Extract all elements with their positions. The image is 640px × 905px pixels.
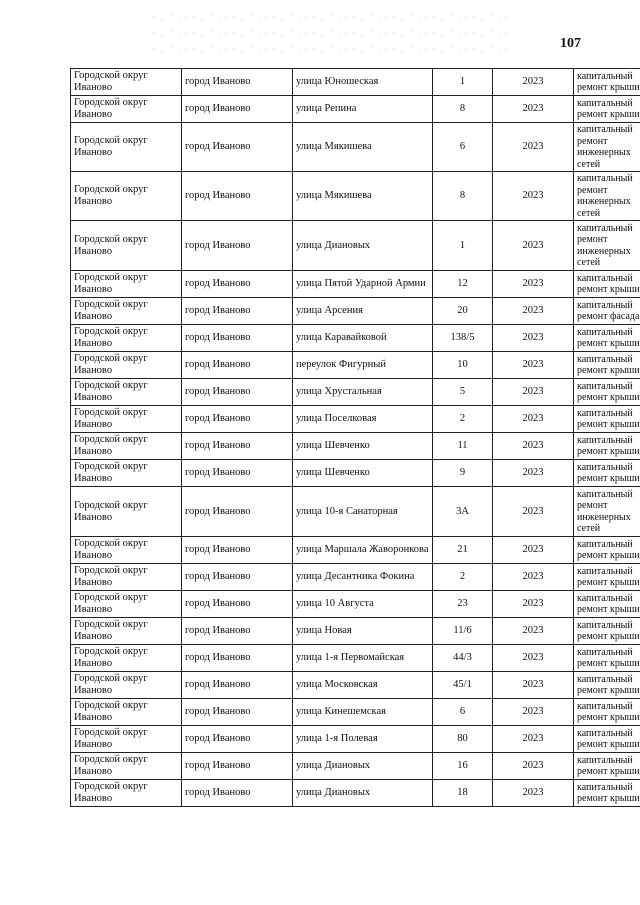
street-cell: улица Каравайковой <box>293 325 433 352</box>
street-cell: улица 10 Августа <box>293 591 433 618</box>
district-cell: Городской округ Иваново <box>71 271 182 298</box>
table-row <box>71 69 640 96</box>
year-cell: 2023 <box>493 96 574 123</box>
street-cell: улица Московская <box>293 672 433 699</box>
year-cell: 2023 <box>493 537 574 564</box>
house-number-cell: 10 <box>433 352 493 379</box>
page-number: 107 <box>560 36 581 51</box>
district-cell: Городской округ Иваново <box>71 379 182 406</box>
city-cell: город Иваново <box>182 298 293 325</box>
district-cell: Городской округ Иваново <box>71 460 182 487</box>
street-cell: улица Диановых <box>293 753 433 780</box>
district-cell: Городской округ Иваново <box>71 352 182 379</box>
city-cell: город Иваново <box>182 487 293 537</box>
table-row <box>71 352 640 379</box>
table-row <box>71 298 640 325</box>
table-row <box>71 406 640 433</box>
city-cell: город Иваново <box>182 753 293 780</box>
street-cell: улица 1-я Первомайская <box>293 645 433 672</box>
year-cell: 2023 <box>493 123 574 172</box>
district-cell: Городской округ Иваново <box>71 591 182 618</box>
table-row <box>71 96 640 123</box>
district-cell: Городской округ Иваново <box>71 645 182 672</box>
table-row <box>71 325 640 352</box>
work-type-cell: капитальный ремонт крыши <box>574 726 640 753</box>
district-cell: Городской округ Иваново <box>71 298 182 325</box>
city-cell: город Иваново <box>182 69 293 96</box>
city-cell: город Иваново <box>182 591 293 618</box>
street-cell: улица Юношеская <box>293 69 433 96</box>
work-type-cell: капитальный ремонт инженерных сетей <box>574 221 640 271</box>
district-cell: Городской округ Иваново <box>71 672 182 699</box>
year-cell: 2023 <box>493 379 574 406</box>
house-number-cell: 16 <box>433 753 493 780</box>
house-number-cell: 8 <box>433 172 493 221</box>
work-type-cell: капитальный ремонт крыши <box>574 537 640 564</box>
year-cell: 2023 <box>493 352 574 379</box>
district-cell: Городской округ Иваново <box>71 221 182 271</box>
house-number-cell: 2 <box>433 406 493 433</box>
work-type-cell: капитальный ремонт крыши <box>574 460 640 487</box>
table-row <box>71 591 640 618</box>
city-cell: город Иваново <box>182 352 293 379</box>
district-cell: Городской округ Иваново <box>71 123 182 172</box>
year-cell: 2023 <box>493 726 574 753</box>
table-row <box>71 537 640 564</box>
year-cell: 2023 <box>493 221 574 271</box>
work-type-cell: капитальный ремонт крыши <box>574 564 640 591</box>
district-cell: Городской округ Иваново <box>71 537 182 564</box>
year-cell: 2023 <box>493 753 574 780</box>
table-row <box>71 379 640 406</box>
house-number-cell: 23 <box>433 591 493 618</box>
street-cell: улица Репина <box>293 96 433 123</box>
table-row <box>71 753 640 780</box>
table-row <box>71 672 640 699</box>
work-type-cell: капитальный ремонт крыши <box>574 753 640 780</box>
table-row <box>71 221 640 271</box>
work-type-cell: капитальный ремонт крыши <box>574 96 640 123</box>
city-cell: город Иваново <box>182 780 293 807</box>
house-number-cell: 45/1 <box>433 672 493 699</box>
street-cell: улица Новая <box>293 618 433 645</box>
street-cell: улица Диановых <box>293 780 433 807</box>
street-cell: улица Кинешемская <box>293 699 433 726</box>
district-cell: Городской округ Иваново <box>71 618 182 645</box>
year-cell: 2023 <box>493 69 574 96</box>
city-cell: город Иваново <box>182 221 293 271</box>
city-cell: город Иваново <box>182 537 293 564</box>
table-row <box>71 123 640 172</box>
street-cell: улица Шевченко <box>293 433 433 460</box>
table-row <box>71 460 640 487</box>
year-cell: 2023 <box>493 699 574 726</box>
street-cell: улица Десантника Фокина <box>293 564 433 591</box>
district-cell: Городской округ Иваново <box>71 753 182 780</box>
district-cell: Городской округ Иваново <box>71 172 182 221</box>
street-cell: переулок Фигурный <box>293 352 433 379</box>
work-type-cell: капитальный ремонт крыши <box>574 69 640 96</box>
work-type-cell: капитальный ремонт крыши <box>574 433 640 460</box>
year-cell: 2023 <box>493 591 574 618</box>
street-cell: улица 1-я Полевая <box>293 726 433 753</box>
table-row <box>71 433 640 460</box>
year-cell: 2023 <box>493 271 574 298</box>
city-cell: город Иваново <box>182 96 293 123</box>
year-cell: 2023 <box>493 460 574 487</box>
house-number-cell: 138/5 <box>433 325 493 352</box>
work-type-cell: капитальный ремонт крыши <box>574 325 640 352</box>
district-cell: Городской округ Иваново <box>71 96 182 123</box>
work-type-cell: капитальный ремонт крыши <box>574 780 640 807</box>
city-cell: город Иваново <box>182 325 293 352</box>
city-cell: город Иваново <box>182 564 293 591</box>
house-number-cell: 6 <box>433 123 493 172</box>
district-cell: Городской округ Иваново <box>71 325 182 352</box>
work-type-cell: капитальный ремонт крыши <box>574 645 640 672</box>
year-cell: 2023 <box>493 433 574 460</box>
work-type-cell: капитальный ремонт крыши <box>574 618 640 645</box>
street-cell: улица 10-я Санаторная <box>293 487 433 537</box>
house-number-cell: 80 <box>433 726 493 753</box>
district-cell: Городской округ Иваново <box>71 69 182 96</box>
year-cell: 2023 <box>493 172 574 221</box>
district-cell: Городской округ Иваново <box>71 487 182 537</box>
city-cell: город Иваново <box>182 618 293 645</box>
house-number-cell: 11/6 <box>433 618 493 645</box>
district-cell: Городской округ Иваново <box>71 564 182 591</box>
city-cell: город Иваново <box>182 672 293 699</box>
table-row <box>71 780 640 807</box>
house-number-cell: 18 <box>433 780 493 807</box>
house-number-cell: 1 <box>433 221 493 271</box>
year-cell: 2023 <box>493 618 574 645</box>
house-number-cell: 11 <box>433 433 493 460</box>
work-type-cell: капитальный ремонт фасада <box>574 298 640 325</box>
city-cell: город Иваново <box>182 460 293 487</box>
city-cell: город Иваново <box>182 645 293 672</box>
year-cell: 2023 <box>493 564 574 591</box>
work-type-cell: капитальный ремонт крыши <box>574 352 640 379</box>
city-cell: город Иваново <box>182 172 293 221</box>
district-cell: Городской округ Иваново <box>71 406 182 433</box>
house-number-cell: 20 <box>433 298 493 325</box>
street-cell: улица Пятой Ударной Армии <box>293 271 433 298</box>
work-type-cell: капитальный ремонт крыши <box>574 672 640 699</box>
repair-schedule-table <box>70 68 640 807</box>
table-row <box>71 699 640 726</box>
table-body <box>71 69 640 807</box>
table-row <box>71 487 640 537</box>
house-number-cell: 44/3 <box>433 645 493 672</box>
year-cell: 2023 <box>493 406 574 433</box>
city-cell: город Иваново <box>182 406 293 433</box>
table-row <box>71 271 640 298</box>
street-cell: улица Поселковая <box>293 406 433 433</box>
street-cell: улица Мякишева <box>293 172 433 221</box>
work-type-cell: капитальный ремонт инженерных сетей <box>574 123 640 172</box>
city-cell: город Иваново <box>182 123 293 172</box>
year-cell: 2023 <box>493 298 574 325</box>
district-cell: Городской округ Иваново <box>71 726 182 753</box>
district-cell: Городской округ Иваново <box>71 433 182 460</box>
year-cell: 2023 <box>493 780 574 807</box>
house-number-cell: 2 <box>433 564 493 591</box>
street-cell: улица Мякишева <box>293 123 433 172</box>
table-row <box>71 564 640 591</box>
year-cell: 2023 <box>493 672 574 699</box>
table-row <box>71 618 640 645</box>
city-cell: город Иваново <box>182 379 293 406</box>
street-cell: улица Диановых <box>293 221 433 271</box>
work-type-cell: капитальный ремонт крыши <box>574 591 640 618</box>
house-number-cell: 12 <box>433 271 493 298</box>
street-cell: улица Арсения <box>293 298 433 325</box>
house-number-cell: 8 <box>433 96 493 123</box>
year-cell: 2023 <box>493 325 574 352</box>
work-type-cell: капитальный ремонт крыши <box>574 271 640 298</box>
work-type-cell: капитальный ремонт инженерных сетей <box>574 172 640 221</box>
table-row <box>71 172 640 221</box>
work-type-cell: капитальный ремонт крыши <box>574 406 640 433</box>
house-number-cell: 1 <box>433 69 493 96</box>
year-cell: 2023 <box>493 487 574 537</box>
table-row <box>71 645 640 672</box>
house-number-cell: 9 <box>433 460 493 487</box>
work-type-cell: капитальный ремонт крыши <box>574 699 640 726</box>
street-cell: улица Маршала Жаворонкова <box>293 537 433 564</box>
house-number-cell: 3А <box>433 487 493 537</box>
district-cell: Городской округ Иваново <box>71 699 182 726</box>
street-cell: улица Хрустальная <box>293 379 433 406</box>
house-number-cell: 6 <box>433 699 493 726</box>
table-row <box>71 726 640 753</box>
district-cell: Городской округ Иваново <box>71 780 182 807</box>
house-number-cell: 21 <box>433 537 493 564</box>
city-cell: город Иваново <box>182 271 293 298</box>
city-cell: город Иваново <box>182 726 293 753</box>
city-cell: город Иваново <box>182 433 293 460</box>
year-cell: 2023 <box>493 645 574 672</box>
house-number-cell: 5 <box>433 379 493 406</box>
work-type-cell: капитальный ремонт инженерных сетей <box>574 487 640 537</box>
city-cell: город Иваново <box>182 699 293 726</box>
work-type-cell: капитальный ремонт крыши <box>574 379 640 406</box>
scan-noise <box>150 10 510 58</box>
street-cell: улица Шевченко <box>293 460 433 487</box>
